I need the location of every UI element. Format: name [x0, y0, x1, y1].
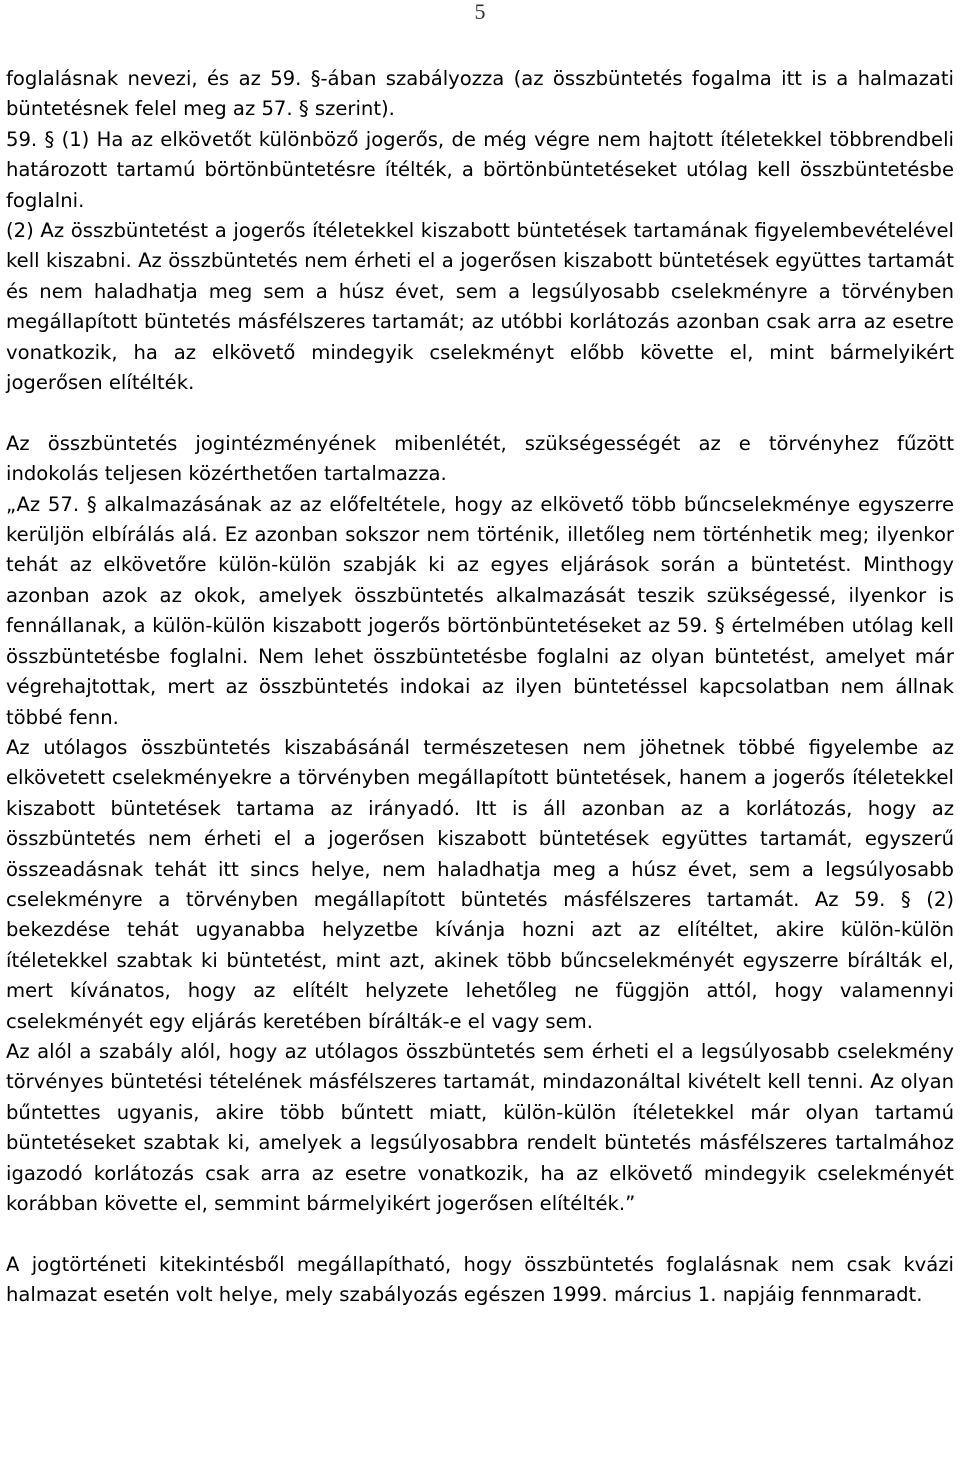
paragraph-section-59-1: 59. § (1) Ha az elkövetőt különböző jogerős, de még végre nem hajtott ítéletekkel többrendbeli határozott tartamú börtönbüntetésre ítélték, a börtönbüntetéseket utólag kell összbüntetésbe foglalni. — [6, 127, 954, 212]
paragraph-intro: foglalásnak nevezi, és az 59. §-ában szabályozza (az összbüntetés fogalma itt is a halmazati büntetésnek felel meg az 57. § szerint). — [6, 67, 954, 121]
document-body — [6, 64, 954, 1311]
paragraph-conclusion: A jogtörténeti kitekintésből megállapítható, hogy összbüntetés foglalásnak nem csak kvázi halmazat esetén volt helye, mely szabályozás egészen 1999. március 1. napjáig fennmaradt. — [6, 1252, 954, 1307]
paragraph-section-59-2: (2) Az összbüntetést a jogerős ítéletekkel kiszabott büntetések tartamának figyelembevételével kell kiszabni. Az összbüntetés nem érheti el a jogerősen kiszabott büntetések együttes tartamát és nem haladhatja meg sem a húsz évet, sem a legsúlyosabb cselekményre a törvényben megállapított büntetés másfélszeres tartamát; az utóbbi korlátozás azonban csak arra az esetre vonatkozik, ha az elkövető mindegyik cselekményt előbb követte el, mint bármelyikért jogerősen elítélték. — [6, 219, 954, 395]
paragraph-quote-3: Az alól a szabály alól, hogy az utólagos összbüntetés sem érheti el a legsúlyosabb cselekmény törvényes büntetési tételének másfélszeres tartamát, mindazonáltal kivételt kell tenni. Az olyan bűntettes ugyanis, akire több bűntett miatt, külön-külön ítéletekkel már olyan tartamú büntetéseket szabtak ki, amelyek a legsúlyosabbra rendelt büntetés másfélszeres tartalmához igazodó korlátozás csak arra az esetre vonatkozik, ha az elkövető mindegyik cselekményét korábban követte el, semmint bármelyikért jogerősen elítélték.” — [6, 1039, 954, 1216]
paragraph-quote-2: Az utólagos összbüntetés kiszabásánál természetesen nem jöhetnek többé figyelembe az elkövetett cselekményekre a törvényben megállapított büntetések, hanem a jogerős ítéletekkel kiszabott büntetések tartama az irányadó. Itt is áll azonban az a korlátozás, hogy az összbüntetés nem érheti el a jogerősen kiszabott büntetések együttes tartamát, egyszerű összeadásnak tehát itt sincs helye, nem haladhatja meg a húsz évet, sem a legsúlyosabb cselekményre a törvényben megállapított büntetés másfélszeres tartamát. Az 59. § (2) bekezdése tehát ugyanabba helyzetbe kívánja hozni azt az elítéltet, akire külön-külön ítéletekkel szabtak ki büntetést, mint azt, akinek több bűncselekményét egyszerre bírálták el, mert kívánatos, hogy az elítélt helyzete lehetőleg ne függjön attól, hogy valamennyi cselekményét egy eljárás keretében bírálták-e el vagy sem. — [6, 735, 954, 1033]
paragraph-quote-1: „Az 57. § alkalmazásának az az előfeltétele, hogy az elkövető több bűncselekménye egyszerre kerüljön elbírálás alá. Ez azonban sokszor nem történik, illetőleg nem történhetik meg; ilyenkor tehát az elkövetőre külön-külön szabják ki az egyes eljárások során a büntetést. Minthogy azonban azok az okok, amelyek összbüntetés alkalmazását teszik szükségessé, ilyenkor is fennállanak, a külön-külön kiszabott jogerős börtönbüntetéseket az 59. § értelmében utólag kell összbüntetésbe foglalni. Nem lehet összbüntetésbe foglalni az olyan büntetést, amelyet már végrehajtottak, mert az összbüntetés indokai az ilyen büntetéssel kapcsolatban nem állnak többé fenn. — [6, 492, 954, 729]
paragraph-justification-intro: Az összbüntetés jogintézményének mibenlétét, szükségességét az e törvényhez fűzött indokolás teljesen közérthetően tartalmazza. — [6, 431, 954, 486]
page-number: 5 — [474, 0, 486, 24]
